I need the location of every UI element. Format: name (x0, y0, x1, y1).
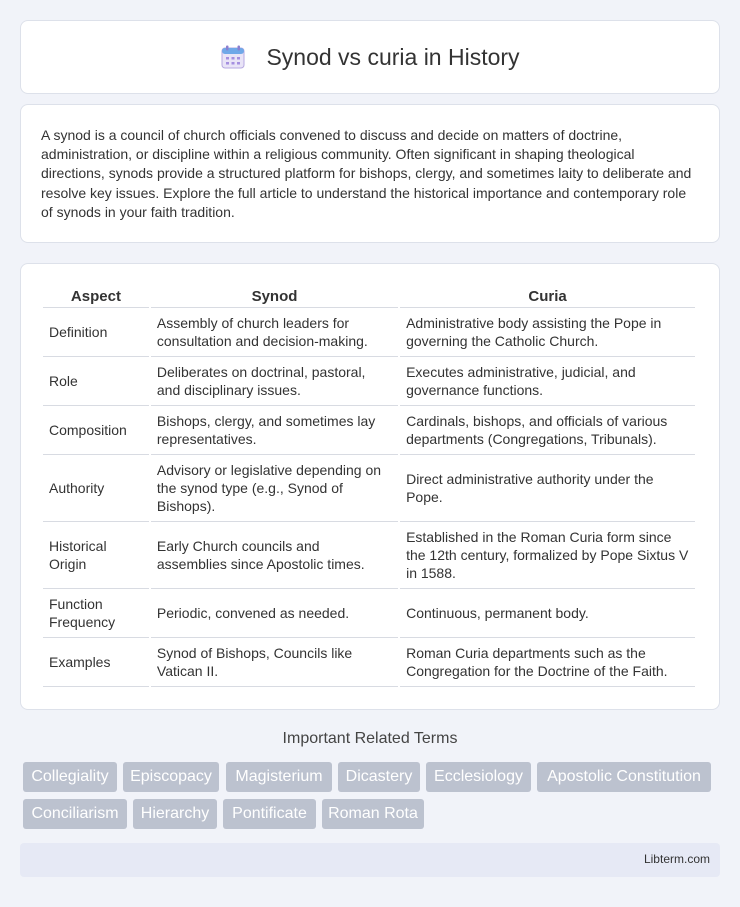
cell-aspect: Historical Origin (43, 522, 149, 589)
cell-curia: Roman Curia departments such as the Congregation for the Doctrine of the Faith. (400, 638, 695, 687)
cell-curia: Cardinals, bishops, and officials of various departments (Congregations, Tribunals). (400, 406, 695, 455)
cell-aspect: Examples (43, 638, 149, 687)
comparison-card (20, 263, 720, 710)
cell-synod: Synod of Bishops, Councils like Vatican II. (151, 638, 398, 687)
header-synod: Synod (151, 282, 398, 308)
header-curia: Curia (400, 282, 695, 308)
cell-synod: Bishops, clergy, and sometimes lay representatives. (151, 406, 398, 455)
cell-curia: Administrative body assisting the Pope in governing the Catholic Church. (400, 308, 695, 357)
cell-synod: Assembly of church leaders for consultation and decision-making. (151, 308, 398, 357)
table-row (43, 589, 695, 638)
title-card (20, 20, 720, 94)
intro-text: A synod is a council of church officials convened to discuss and decide on matters of doctrine, administration, or discipline within a religious community. Often significant in shaping theological directions, synods provide a structured platform for bishops, clergy, and sometimes laity to deliberate and resolve key issues. Explore the full article to understand the historical importance and contemporary role of synods in your faith tradition. (41, 127, 692, 220)
related-terms-title: Important Related Terms (282, 730, 458, 747)
cell-curia: Continuous, permanent body. (400, 589, 695, 638)
table-header-row (43, 282, 695, 308)
cell-synod: Deliberates on doctrinal, pastoral, and disciplinary issues. (151, 357, 398, 406)
cell-curia: Executes administrative, judicial, and governance functions. (400, 357, 695, 406)
tag-dicastery[interactable]: Dicastery (338, 762, 420, 792)
cell-aspect: Function Frequency (43, 589, 149, 638)
cell-synod: Early Church councils and assemblies since Apostolic times. (151, 522, 398, 589)
footer (20, 843, 720, 877)
comparison-table (41, 282, 697, 687)
cell-aspect: Definition (43, 308, 149, 357)
tag-conciliarism[interactable]: Conciliarism (23, 799, 127, 829)
intro-card (20, 104, 720, 243)
tag-ecclesiology[interactable]: Ecclesiology (426, 762, 531, 792)
cell-aspect: Authority (43, 455, 149, 522)
table-row (43, 522, 695, 589)
tag-episcopacy[interactable]: Episcopacy (123, 762, 219, 792)
tag-apostolic-constitution[interactable]: Apostolic Constitution (537, 762, 711, 792)
cell-synod: Advisory or legislative depending on the synod type (e.g., Synod of Bishops). (151, 455, 398, 522)
calendar-icon (220, 44, 246, 70)
header-aspect: Aspect (43, 282, 149, 308)
tag-hierarchy[interactable]: Hierarchy (133, 799, 217, 829)
tag-pontificate[interactable]: Pontificate (223, 799, 316, 829)
cell-curia: Established in the Roman Curia form since the 12th century, formalized by Pope Sixtus V in 1588. (400, 522, 695, 589)
page-title: Synod vs curia in History (266, 43, 520, 70)
cell-aspect: Role (43, 357, 149, 406)
table-row (43, 308, 695, 357)
table-row (43, 638, 695, 687)
tag-collegiality[interactable]: Collegiality (23, 762, 117, 792)
tag-roman-rota[interactable]: Roman Rota (322, 799, 424, 829)
table-row (43, 357, 695, 406)
cell-aspect: Composition (43, 406, 149, 455)
cell-curia: Direct administrative authority under the Pope. (400, 455, 695, 522)
footer-site-link[interactable]: Libterm.com (643, 852, 710, 866)
table-row (43, 455, 695, 522)
tag-magisterium[interactable]: Magisterium (226, 762, 332, 792)
cell-synod: Periodic, convened as needed. (151, 589, 398, 638)
table-row (43, 406, 695, 455)
